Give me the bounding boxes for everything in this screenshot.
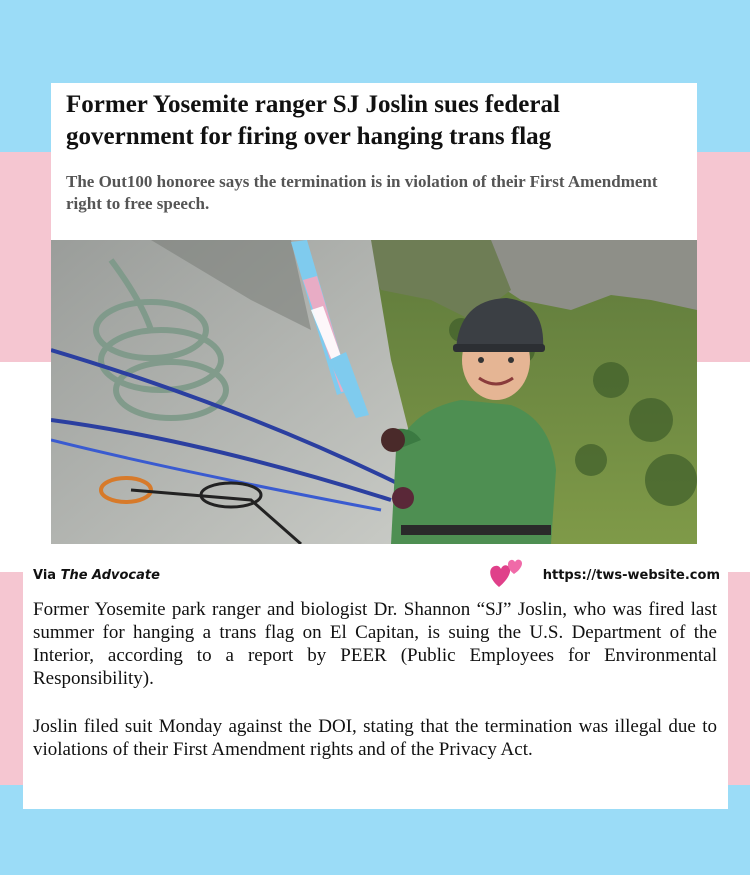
article-body-card [23,563,728,809]
source-credit-prefix: Via [33,568,61,583]
source-publication: The Advocate [60,568,160,583]
website-link[interactable]: https://tws-website.com [542,568,720,583]
article-paragraph-1: Former Yosemite park ranger and biologist Dr. Shannon “SJ” Joslin, who was fired last summer for hanging a trans flag on El Capitan, is suing the U.S. Department of the Interior, according to a report by PEER (Public Employees for Environmental Responsibility). [33,599,717,689]
article-paragraph-2: Joslin filed suit Monday against the DOI, stating that the termination was illegal due to violations of their First Amendment rights and of the Privacy Act. [33,716,717,760]
source-credit [33,568,160,583]
two-hearts-icon [489,557,525,589]
climber-photo-illustration [51,240,697,544]
article-photo [51,240,697,544]
article-headline: Former Yosemite ranger SJ Joslin sues federal government for firing over hanging trans flag [66,91,560,150]
article-subheadline: The Out100 honoree says the termination is in violation of their First Amendment right to free speech. [66,172,658,213]
article-header-card [51,83,697,240]
